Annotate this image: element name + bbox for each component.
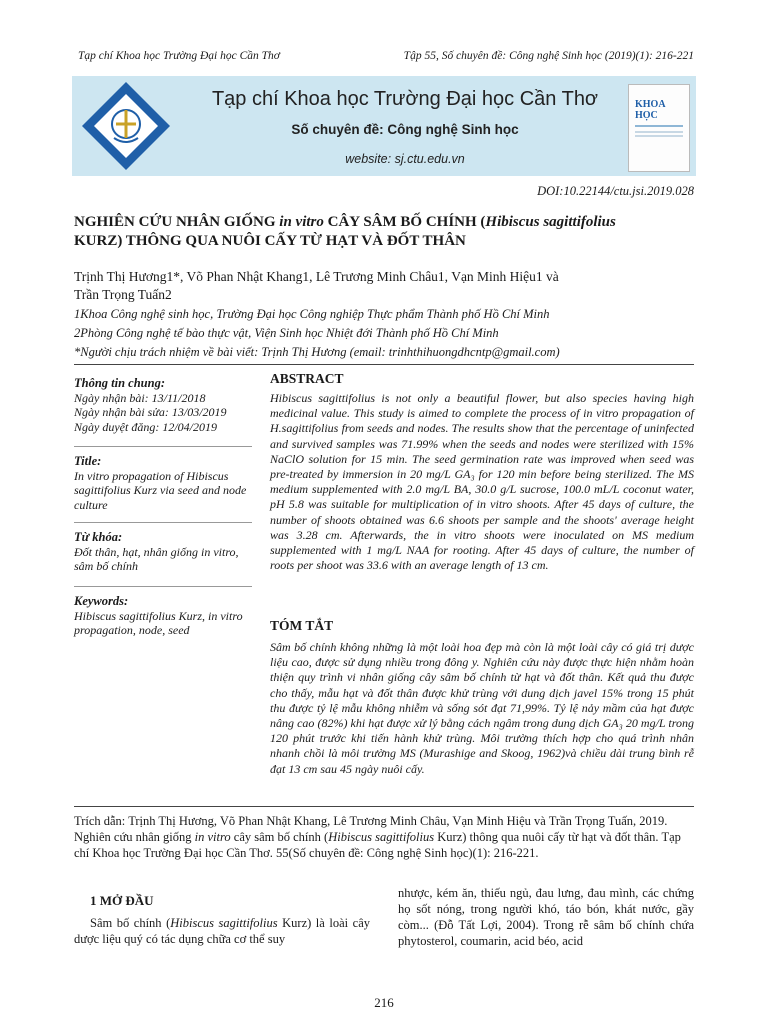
abstract-heading: ABSTRACT bbox=[270, 371, 344, 386]
banner-journal-title: Tạp chí Khoa học Trường Đại học Cần Thơ bbox=[211, 88, 599, 110]
affiliation-2: 2Phòng Công nghệ tế bào thực vật, Viện Sinh học Nhiệt đới Thành phố Hồ Chí Minh bbox=[74, 326, 499, 340]
running-header-left: Tạp chí Khoa học Trường Đại học Cần Thơ bbox=[78, 50, 280, 62]
corresponding-author: *Người chịu trách nhiệm về bài viết: Trịnh Thị Hương (email: trinhthihuongdhcntp@gmail.com) bbox=[74, 345, 560, 359]
banner-website: website: sj.ctu.edu.vn bbox=[345, 152, 465, 166]
tomtat-heading: TÓM TẮT bbox=[270, 618, 334, 633]
journal-cover-thumbnail bbox=[628, 84, 690, 172]
university-logo-icon bbox=[80, 80, 172, 172]
cover-brand: KHOA HỌC bbox=[635, 99, 666, 121]
body-right-column: nhược, kém ăn, thiếu ngủ, đau lưng, đau mình, các chứng họ sốt nóng, trong người khó, táo bón, khát nước, gầy còm... (Đỗ Tất Lợi, 2004). Trong rễ sâm bố chính chứa phytosterol, coumarin, acid béo, acid bbox=[398, 886, 694, 948]
citation: Trích dẫn: Trịnh Thị Hương, Võ Phan Nhật Khang, Lê Trương Minh Châu, Vạn Minh Hiệu và Trần Trọng Tuấn, 2019. Nghiên cứu nhân giống in vitro cây sâm bố chính (Hibiscus sagittifolius Kurz) thông qua nuôi cấy từ hạt và đốt thân. Tạp chí Khoa học Trường Đại học Cần Thơ. 55(Số chuyên đề: Công nghệ Sinh học)(1): 216-221. bbox=[74, 814, 681, 860]
abstract-text: Hibiscus sagittifolius is not only a beautiful flower, but also species having high medicinal value. This study is aimed to complete the process of in vitro propagation of H.sagittifolius from seeds and nodes. The results show that the percentage of uninfected and survived samples was 71.99% when the seeds and nodes were sterilized with 15% NaClO solution for 15 min. The seed germination rate was improved when seed was pre-treated by immersion in 20 mg/L GA₃ for 120 min before being sterilized. The MS medium supplemented with 2.0 mg/L BA, 30.0 g/L sucrose, 100.0 mL/L coconut water, pH 5.8 was suitable for multiplication of in vitro shoots. After 45 days of culture, the number of shoots obtained was 6.6 shoots per sample and the shoots' average height was 3.28 cm. Afterwards, the in vitro shoots were inoculated on MS medium supplemented with 1 mg/L NAA for rooting. After 45 days of culture, the number of roots per shoot was 33.6 with an average length of 13 cm. bbox=[270, 391, 694, 573]
author-list: Trịnh Thị Hương1*, Võ Phan Nhật Khang1, Lê Trương Minh Châu1, Vạn Minh Hiệu1 và Trần Trọng Tuấn2 bbox=[74, 269, 559, 302]
article-title: NGHIÊN CỨU NHÂN GIỐNG in vitro CÂY SÂM BỐ CHÍNH (Hibiscus sagittifolius KURZ) THÔNG QUA NUÔI CẤY TỪ HẠT VÀ ĐỐT THÂN bbox=[74, 214, 616, 249]
english-keywords: Keywords: Hibiscus sagittifolius Kurz, in vitro propagation, node, seed bbox=[74, 594, 243, 637]
tomtat-text: Sâm bố chính không những là một loài hoa đẹp mà còn là một loài cây có giá trị dược liệu cao, được sử dụng nhiều trong đông y. Nghiên cứu này được thực hiện nhằm hoàn thiện quy trình vi nhân giống cây sâm bố chính từ hạt và đốt thân. Kết quả thu được cho thấy, mẫu hạt và đốt thân được khử trùng với dung dịch javel 15% trong 15 phút thu được tỷ lệ mẫu không nhiễm và sống sót đạt 71,99%. Tỷ lệ nảy mầm của hạt được nâng cao (82%) khi hạt được xử lý bằng cách ngâm trong dung dịch GA₃ 20 mg/L trong 120 phút trước khi tiến hành khử trùng. Môi trường thích hợp cho quá trình nhân nhanh chồi là môi trường MS (Murashige and Skoog, 1962)và chiều dài trung bình rễ đạt 13 cm sau 45 ngày nuôi cấy. bbox=[270, 640, 694, 776]
divider bbox=[74, 364, 694, 365]
body-left-column: Sâm bố chính (Hibiscus sagittifolius Kurz) là loài cây dược liệu quý có tác dụng chữa cơ thể suy bbox=[74, 916, 370, 946]
affiliation-1: 1Khoa Công nghệ sinh học, Trường Đại học Công nghiệp Thực phẩm Thành phố Hồ Chí Minh bbox=[74, 307, 550, 321]
doi: DOI:10.22144/ctu.jsi.2019.028 bbox=[537, 184, 694, 198]
general-info: Thông tin chung: Ngày nhận bài: 13/11/2018 Ngày nhận bài sửa: 13/03/2019 Ngày duyệt đăng: 12/04/2019 bbox=[74, 376, 227, 434]
banner-special-issue: Số chuyên đề: Công nghệ Sinh học bbox=[291, 122, 519, 137]
vietnamese-keywords: Từ khóa: Đốt thân, hạt, nhân giống in vitro, sâm bố chính bbox=[74, 530, 239, 573]
section-heading-introduction: 1 MỞ ĐẦU bbox=[90, 893, 154, 908]
english-title-block: Title: In vitro propagation of Hibiscus sagittifolius Kurz via seed and node culture bbox=[74, 454, 247, 512]
running-header-right: Tập 55, Số chuyên đề: Công nghệ Sinh học (2019)(1): 216-221 bbox=[403, 50, 694, 62]
page-number: 216 bbox=[374, 995, 394, 1010]
